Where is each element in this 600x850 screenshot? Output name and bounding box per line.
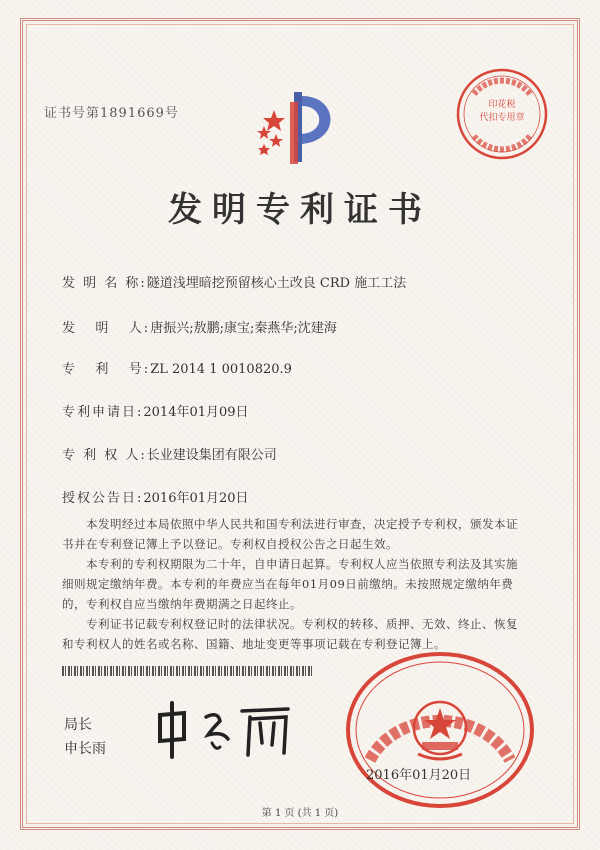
announcement-date-value: 2016年01月20日 xyxy=(143,491,249,506)
invention-name-row xyxy=(62,272,406,291)
patent-number-label: 专 利 号: xyxy=(62,362,151,377)
handwritten-signature xyxy=(150,695,300,765)
patentee-value: 长业建设集团有限公司 xyxy=(146,448,277,463)
certificate-number: 证书号第1891669号 xyxy=(44,106,179,121)
inventor-row xyxy=(62,317,337,336)
paragraph-2 xyxy=(62,554,522,614)
paragraph-3 xyxy=(62,614,522,654)
signatory-title: 局长 xyxy=(64,717,92,733)
svg-text:代扣专用章: 代扣专用章 xyxy=(479,113,525,123)
issue-date: 2016年01月20日 xyxy=(366,768,472,783)
national-ip-seal xyxy=(340,650,540,810)
signatory-name: 申长雨 xyxy=(64,741,106,757)
application-date-value: 2014年01月09日 xyxy=(143,405,249,420)
barcode xyxy=(62,666,312,676)
patent-number-row xyxy=(62,358,292,377)
application-date-row xyxy=(62,401,249,420)
paragraph-1 xyxy=(62,514,522,554)
invention-name-label: 发 明 名 称: xyxy=(62,276,147,291)
paragraph-3-text: 专利证书记载专利权登记时的法律状况。专利权的转移、质押、无效、终止、恢复和专利权人的姓名或名称、国籍、地址变更等事项记载在专利登记簿上。 xyxy=(62,617,518,651)
inventor-value: 唐振兴;敖鹏;康宝;秦燕华;沈建海 xyxy=(150,321,337,336)
patent-number-value: ZL 2014 1 0010820.9 xyxy=(150,362,292,377)
sipo-logo-icon xyxy=(250,82,350,172)
paragraph-1-text: 本发明经过本局依照中华人民共和国专利法进行审查，决定授予专利权，颁发本证书并在专利登记簿上予以登记。专利权自授权公告之日起生效。 xyxy=(62,517,518,551)
tax-seal-stamp xyxy=(452,64,552,164)
inventor-label: 发 明 人: xyxy=(62,321,151,336)
announcement-date-label: 授权公告日: xyxy=(62,491,144,506)
application-date-label: 专利申请日: xyxy=(62,405,144,420)
patentee-row xyxy=(62,444,277,463)
certificate-title: 发明专利证书 xyxy=(168,190,432,230)
page-footer: 第 1 页 (共 1 页) xyxy=(261,808,339,819)
invention-name-value: 隧道浅埋暗挖预留核心土改良 CRD 施工工法 xyxy=(146,276,407,291)
announcement-date-row xyxy=(62,487,249,506)
svg-text:印花税: 印花税 xyxy=(488,100,516,110)
paragraph-2-text: 本专利的专利权期限为二十年，自申请日起算。专利权人应当依照专利法及其实施细则规定缴纳年费。本专利的年费应当在每年01月09日前缴纳。未按照规定缴纳年费的，专利权自应当缴纳年费期满之日起终止。 xyxy=(62,557,518,611)
patentee-label: 专 利 权 人: xyxy=(62,448,147,463)
